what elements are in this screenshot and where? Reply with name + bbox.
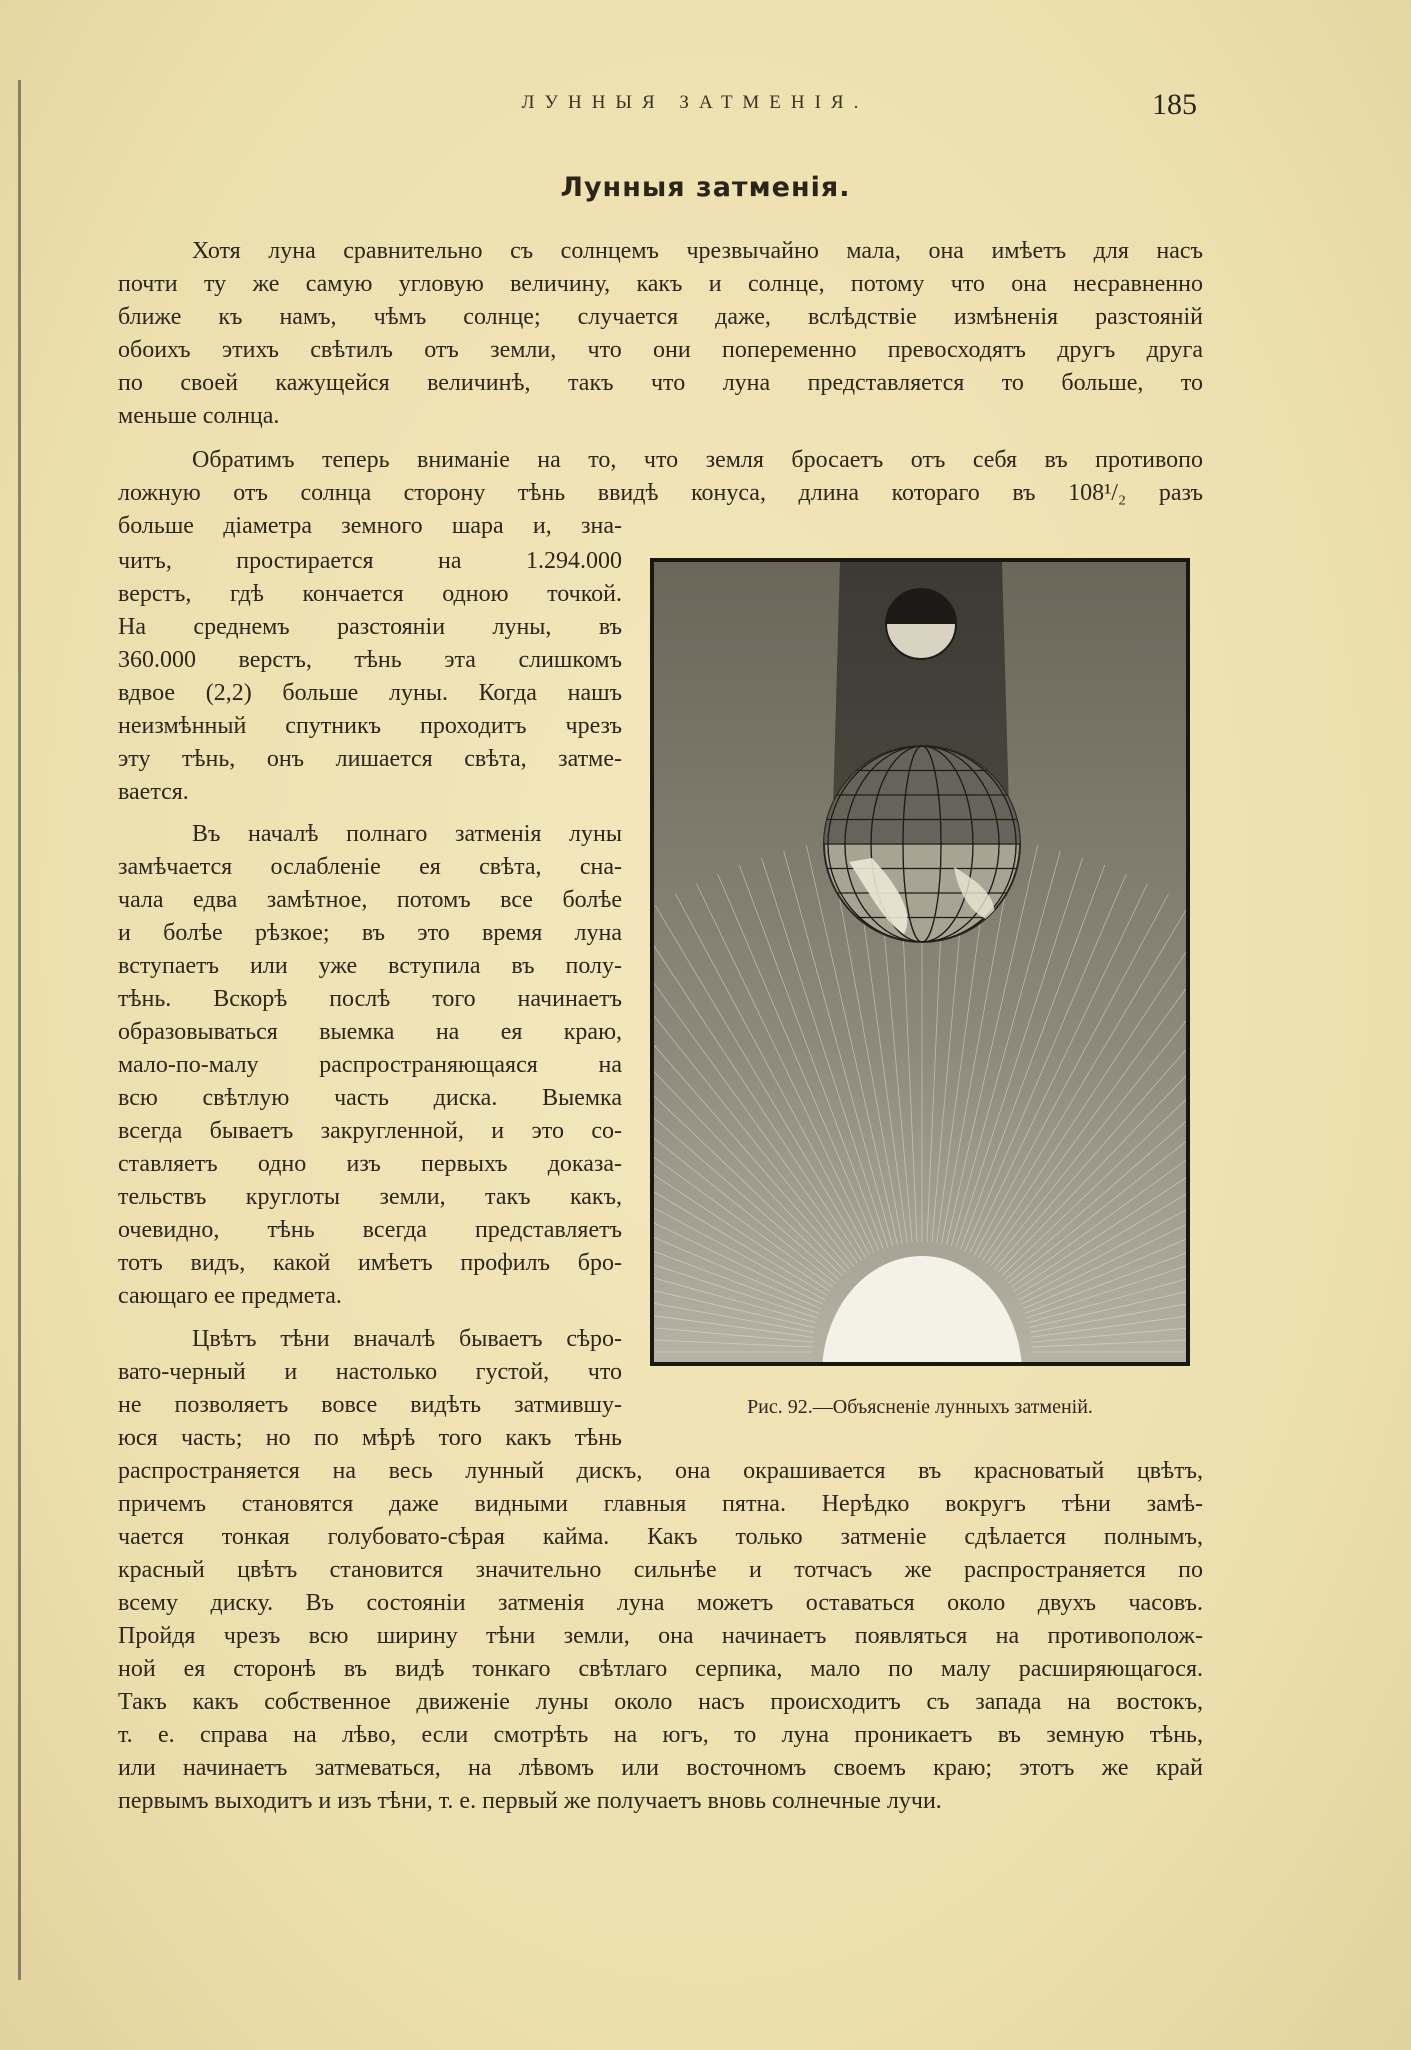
text-line: всю свѣтлую часть диска. Выемка [118,1085,622,1111]
text-line: Хотя луна сравнительно съ солнцемъ чрезвычайно мала, она имѣетъ для насъ [192,238,1203,264]
text-line: чала едва замѣтное, потомъ все болѣе [118,887,622,913]
eclipse-engraving [654,562,1186,1362]
text-line: красный цвѣтъ становится значительно сильнѣе и тотчасъ же распространяется по [118,1557,1203,1583]
text-line: мало-по-малу распространяющаяся на [118,1052,622,1078]
text-line: почти ту же самую угловую величину, какъ и солнце, потому что она несравненно [118,271,1203,297]
text-line: На среднемъ разстояніи луны, въ [118,614,622,640]
text-line: распространяется на весь лунный дискъ, она окрашивается въ красноватый цвѣтъ, [118,1458,1203,1484]
text-line: всегда бываетъ закругленной, и это со- [118,1118,622,1144]
text-line: Въ началѣ полнаго затменія луны [192,821,622,847]
section-title: Лунныя затменія. [560,172,851,203]
text-line: больше діаметра земного шара и, зна- [118,513,622,539]
text-line: тѣнь. Вскорѣ послѣ того начинаетъ [118,986,622,1012]
text-line: тельствъ круглоты земли, такъ какъ, [118,1184,622,1210]
text-line: юся часть; но по мѣрѣ того какъ тѣнь [118,1425,622,1451]
text-line: неизмѣнный спутникъ проходитъ чрезъ [118,713,622,739]
text-line: обоихъ этихъ свѣтилъ отъ земли, что они попеременно превосходятъ другъ друга [118,337,1203,363]
text-line: тотъ видъ, какой имѣетъ профилъ бро- [118,1250,622,1276]
text-line: вается. [118,779,189,805]
text-line: меньше солнца. [118,403,280,429]
figure-caption: Рис. 92.—Объясненіе лунныхъ затменій. [747,1396,1093,1418]
text-line: чается тонкая голубовато-сѣрая кайма. Какъ только затменіе сдѣлается полнымъ, [118,1524,1203,1550]
text-line: первымъ выходитъ и изъ тѣни, т. е. первый же получаетъ вновь солнечные лучи. [118,1788,942,1814]
text-line: верстъ, гдѣ кончается одною точкой. [118,581,622,607]
text-line: Цвѣтъ тѣни вначалѣ бываетъ сѣро- [192,1326,622,1352]
text-line: не позволяетъ вовсе видѣть затмившу- [118,1392,622,1418]
page-number: 185 [1152,88,1197,121]
text-line: всему диску. Въ состояніи затменія луна можетъ оставаться около двухъ часовъ. [118,1590,1203,1616]
lunar-eclipse-illustration [650,558,1190,1366]
page-edge-shadow [18,80,21,1980]
text-line: причемъ становятся даже видными главныя пятна. Нерѣдко вокругъ тѣни замѣ- [118,1491,1203,1517]
text-line: читъ, простирается на 1.294.000 [118,548,622,574]
text-line: т. е. справа на лѣво, если смотрѣть на югъ, то луна проникаетъ въ земную тѣнь, [118,1722,1203,1748]
text-line: вдвое (2,2) больше луны. Когда нашъ [118,680,622,706]
text-line: образовываться выемка на ея краю, [118,1019,622,1045]
text-line: вступаетъ или уже вступила въ полу- [118,953,622,979]
text-line: очевидно, тѣнь всегда представляетъ [118,1217,622,1243]
text-line: Такъ какъ собственное движеніе луны около насъ происходитъ съ запада на востокъ, [118,1689,1203,1715]
moon [886,589,956,659]
text-line: ближе къ намъ, чѣмъ солнце; случается даже, вслѣдствіе измѣненія разстояній [118,304,1203,330]
text-line: замѣчается ослабленіе ея свѣта, сна- [118,854,622,880]
running-header: ЛУННЫЯ ЗАТМЕНІЯ. [521,92,869,113]
text-line: 360.000 верстъ, тѣнь эта слишкомъ [118,647,622,673]
text-line: вато-черный и настолько густой, что [118,1359,622,1385]
text-line: Пройдя чрезъ всю ширину тѣни земли, она начинаетъ появляться на противополож- [118,1623,1203,1649]
text-line: ложную отъ солнца сторону тѣнь ввидѣ конуса, длина котораго въ 108¹/₂ разъ [118,480,1203,506]
text-line: и болѣе рѣзкое; въ это время луна [118,920,622,946]
text-line: или начинаетъ затмеваться, на лѣвомъ или восточномъ своемъ краю; этотъ же край [118,1755,1203,1781]
text-line: ной ея сторонѣ въ видѣ тонкаго свѣтлаго серпика, мало по малу расширяющагося. [118,1656,1203,1682]
text-line: сающаго ее предмета. [118,1283,342,1309]
text-line: Обратимъ теперь вниманіе на то, что земля бросаетъ отъ себя въ противопо [192,447,1203,473]
text-line: эту тѣнь, онъ лишается свѣта, затме- [118,746,622,772]
earth-globe [824,746,1020,942]
text-line: по своей кажущейся величинѣ, такъ что луна представляется то больше, то [118,370,1203,396]
text-line: ставляетъ одно изъ первыхъ доказа- [118,1151,622,1177]
